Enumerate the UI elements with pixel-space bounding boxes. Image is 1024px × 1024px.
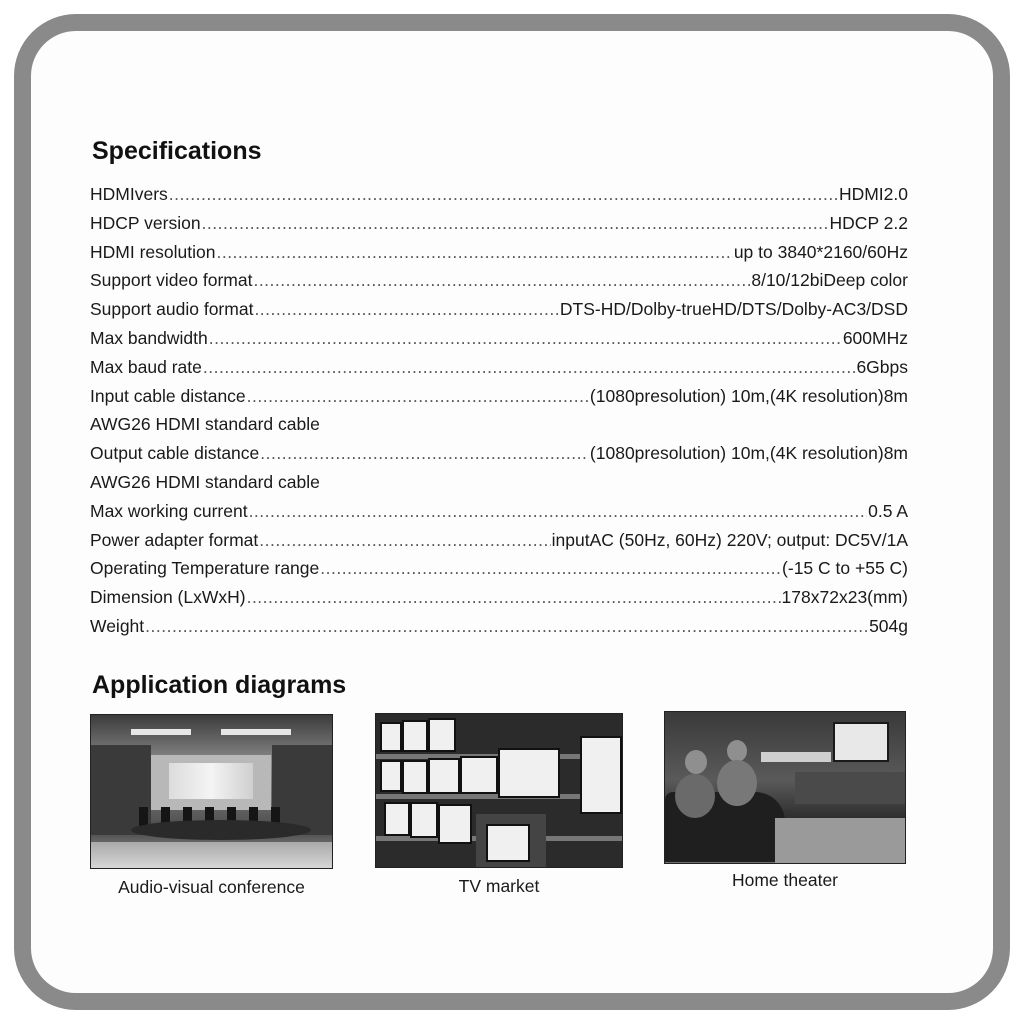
spec-label: Dimension (LxWxH) — [90, 587, 246, 608]
spec-row — [90, 612, 908, 641]
tv-market-caption: TV market — [458, 876, 540, 896]
dot-leader — [203, 353, 856, 382]
dot-leader — [259, 526, 550, 555]
spec-row — [90, 583, 908, 612]
spec-value: (1080presolution) 10m,(4K resolution)8m — [589, 385, 908, 406]
spec-row — [90, 295, 908, 324]
spec-label: Output cable distance — [90, 443, 260, 464]
spec-row — [90, 238, 908, 267]
spec-label: HDCP version — [90, 212, 201, 233]
output-cable-note: AWG26 HDMI standard cable — [90, 471, 320, 492]
input-cable-note: AWG26 HDMI standard cable — [90, 414, 320, 435]
dot-leader — [145, 612, 868, 641]
spec-label: Input cable distance — [90, 385, 246, 406]
dot-leader — [247, 583, 781, 612]
dot-leader — [247, 382, 589, 411]
spec-row — [90, 353, 908, 382]
spec-value: 504g — [869, 615, 908, 636]
spec-value: 600MHz — [842, 327, 908, 348]
spec-row — [90, 554, 908, 583]
application-diagrams-heading: Application diagrams — [92, 671, 347, 699]
spec-value: HDMI2.0 — [838, 184, 908, 204]
spec-row — [90, 497, 908, 526]
spec-label: Support audio format — [90, 299, 254, 320]
dot-leader — [249, 497, 868, 526]
dot-leader — [169, 180, 838, 209]
spec-value: (-15 C to +55 C) — [782, 558, 908, 579]
conference-caption: Audio-visual conference — [118, 877, 305, 897]
spec-row — [90, 526, 908, 555]
spec-label: Max working current — [90, 500, 248, 521]
home-theater-photo — [664, 711, 906, 864]
spec-row — [90, 324, 908, 353]
home-theater-figure — [664, 711, 906, 890]
spec-label: Power adapter format — [90, 529, 259, 550]
spec-value: 178x72x23(mm) — [781, 587, 908, 608]
spec-label: Support video format — [90, 270, 253, 291]
spec-row — [90, 439, 908, 468]
spec-value: inputAC (50Hz, 60Hz) 220V; output: DC5V/1A — [551, 529, 908, 550]
specifications-heading: Specifications — [92, 137, 262, 165]
spec-row — [90, 266, 908, 295]
spec-label: Max bandwidth — [90, 327, 208, 348]
spec-label: HDMIvers — [90, 184, 168, 204]
dot-leader — [320, 554, 781, 583]
home-theater-caption: Home theater — [731, 870, 839, 890]
tv-market-figure — [375, 713, 623, 896]
spec-value: 6Gbps — [856, 356, 908, 377]
specifications-list — [90, 180, 908, 641]
spec-value: DTS-HD/Dolby-trueHD/DTS/Dolby-AC3/DSD — [559, 299, 908, 320]
conference-figure — [90, 714, 333, 897]
spec-label: Weight — [90, 615, 145, 636]
spec-label: HDMI resolution — [90, 241, 216, 262]
spec-label: Max baud rate — [90, 356, 202, 377]
spec-label: Operating Temperature range — [90, 558, 320, 579]
dot-leader — [209, 324, 842, 353]
spec-value: HDCP 2.2 — [829, 212, 908, 233]
spec-row — [90, 382, 908, 411]
conference-room-photo — [90, 714, 333, 869]
dot-leader — [216, 238, 732, 267]
spec-value: (1080presolution) 10m,(4K resolution)8m — [589, 443, 908, 464]
spec-row — [90, 209, 908, 238]
spec-row — [90, 180, 908, 209]
spec-value: 0.5 A — [868, 500, 908, 521]
spec-value: 8/10/12biDeep color — [751, 270, 908, 291]
dot-leader — [260, 439, 589, 468]
dot-leader — [254, 295, 558, 324]
dot-leader — [253, 266, 750, 295]
tv-market-photo — [375, 713, 623, 868]
dot-leader — [202, 209, 829, 238]
spec-value: up to 3840*2160/60Hz — [733, 241, 908, 262]
